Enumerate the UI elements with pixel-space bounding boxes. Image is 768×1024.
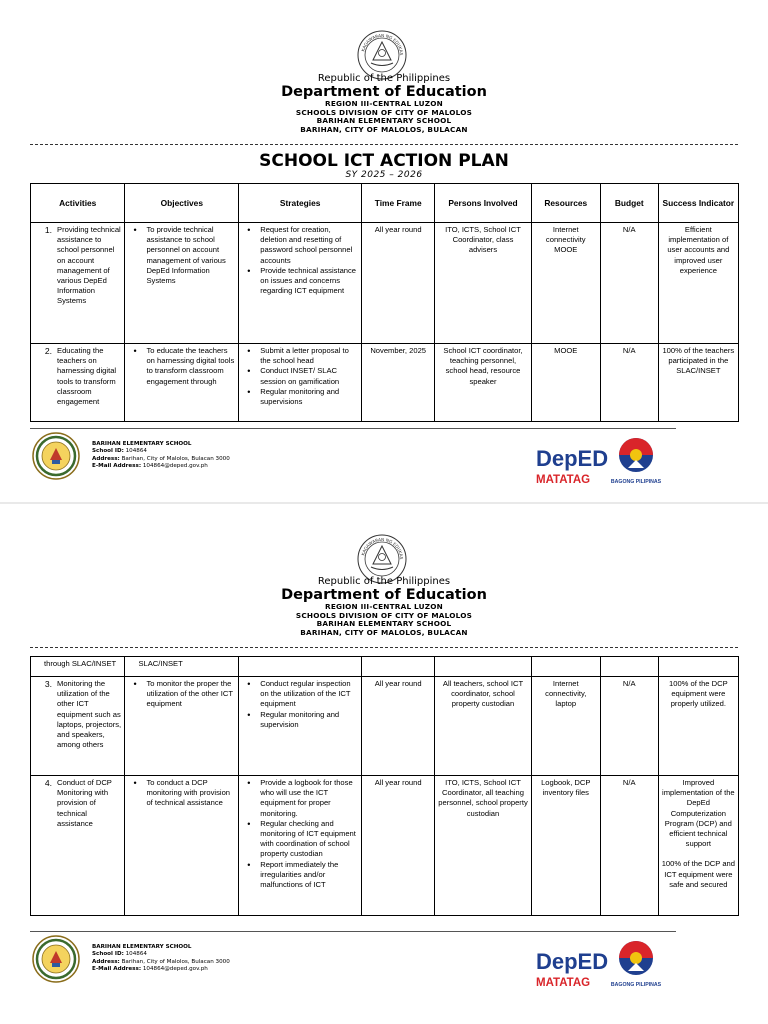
footer-divider: [30, 428, 676, 429]
success-cell: 100% of the DCP equipment were properly utilized.: [658, 677, 738, 776]
row-number: 2.: [44, 346, 52, 356]
success-text-2: 100% of the DCP and ICT equipment were safe and secured: [661, 859, 736, 889]
deped-matatag-logo: [530, 436, 610, 494]
activity-text: through SLAC/INSET: [44, 659, 117, 668]
success-text: Improved implementation of the DepEd Computerization Program (DCP) and efficient technical support: [662, 778, 735, 849]
page-footer: [0, 424, 768, 494]
strategies-cell: [239, 344, 362, 422]
region-label: REGION III-CENTRAL LUZON: [325, 99, 443, 108]
letterhead: [0, 73, 768, 134]
document-page-2: [0, 504, 768, 1024]
school-seal-icon: [32, 935, 80, 983]
school-id-value: 104864: [125, 448, 147, 455]
row-number: 4.: [44, 778, 52, 788]
email-label: E-Mail Address:: [92, 462, 142, 469]
header-success-indicator: Success Indicator: [658, 184, 738, 223]
objectives-cell: [125, 344, 239, 422]
header-resources: Resources: [531, 184, 600, 223]
strategies-cell: [239, 657, 362, 677]
success-cell: Efficient implementation of user accounts and improved user experience: [658, 223, 738, 344]
matatag-text: MATATAG: [536, 977, 591, 989]
row-number: 3.: [44, 679, 52, 689]
strategy-item: • Request for creation, deletion and resetting of password school personnel accounts: [260, 225, 358, 266]
activity-text: Providing technical assistance to school personnel on account management of various DepEd Information Systems: [57, 225, 121, 306]
department-name: Department of Education: [281, 587, 487, 603]
success-cell: 100% of the teachers participated in the SLAC/INSET: [658, 344, 738, 422]
document-title: SCHOOL ICT ACTION PLAN: [259, 151, 509, 171]
activity-text: Educating the teachers on harnessing digital tools to transform classroom engagement: [57, 346, 117, 407]
timeframe-cell: All year round: [362, 776, 435, 916]
email-value: 104864@deped.gov.ph: [142, 965, 208, 972]
document-page-1: [0, 0, 768, 502]
budget-cell: N/A: [600, 677, 658, 776]
objective-item: • To provide technical assistance to school personnel on account management of various DepEd Information Systems: [146, 225, 235, 286]
bagong-pilipinas-logo: [606, 937, 666, 989]
activity-cell: [31, 776, 125, 916]
budget-cell: N/A: [600, 344, 658, 422]
email-value: 104864@deped.gov.ph: [142, 462, 208, 469]
success-cell: [658, 776, 738, 916]
activity-cell: [31, 677, 125, 776]
objective-item: SLAC/INSET: [138, 659, 183, 668]
table-row: [31, 344, 739, 422]
objectives-cell: [125, 677, 239, 776]
strategies-cell: [239, 776, 362, 916]
footer-divider: [30, 931, 676, 932]
table-row: [31, 677, 739, 776]
region-label: REGION III-CENTRAL LUZON: [325, 602, 443, 611]
bagong-pilipinas-logo: [606, 434, 666, 486]
bagong-pilipinas-text: BAGONG PILIPINAS: [610, 982, 662, 988]
school-id-value: 104864: [125, 951, 147, 958]
footer-school-name: BARIHAN ELEMENTARY SCHOOL: [92, 441, 192, 447]
objective-item: • To educate the teachers on harnessing digital tools to transform classroom engagement through: [146, 346, 235, 387]
address-label: BARIHAN, CITY OF MALOLOS, BULACAN: [300, 627, 468, 637]
timeframe-cell: [362, 657, 435, 677]
persons-cell: School ICT coordinator, teaching personnel, school head, resource speaker: [435, 344, 531, 422]
deped-logo-text: DepED: [536, 446, 609, 471]
objective-item: • To monitor the proper the utilization of the other ICT equipment: [146, 679, 235, 710]
matatag-text: MATATAG: [536, 474, 591, 486]
timeframe-cell: November, 2025: [362, 344, 435, 422]
footer-school-name: BARIHAN ELEMENTARY SCHOOL: [92, 944, 192, 950]
strategy-item: • Provide a logbook for those who will use the ICT equipment for proper monitoring.: [260, 778, 358, 819]
resources-cell: Internet connectivity, laptop: [531, 677, 600, 776]
division-label: SCHOOLS DIVISION OF CITY OF MALOLOS: [295, 107, 473, 117]
strategy-item: • Conduct INSET/ SLAC session on gamification: [260, 366, 358, 386]
strategy-item: • Regular checking and monitoring of ICT equipment with coordination of school property custodian: [260, 819, 358, 860]
activity-text: Monitoring the utilization of the other ICT equipment such as laptops, projectors, and speakers, among others: [57, 679, 122, 750]
resources-cell: [531, 657, 600, 677]
strategy-item: • Regular monitoring and supervision: [260, 710, 358, 730]
header-objectives: Objectives: [125, 184, 239, 223]
seal-text: KAGAWARAN NG EDUKAS: [360, 536, 405, 560]
strategies-cell: [239, 223, 362, 344]
strategy-item: • Regular monitoring and supervisions: [260, 387, 358, 407]
strategies-cell: [239, 677, 362, 776]
timeframe-cell: All year round: [362, 677, 435, 776]
school-year: SY 2025 – 2026: [345, 170, 423, 180]
address-value: Barihan, City of Malolos, Bulacan 3000: [121, 455, 230, 462]
bagong-pilipinas-text: BAGONG PILIPINAS: [610, 479, 662, 485]
school-label: BARIHAN ELEMENTARY SCHOOL: [316, 116, 452, 125]
budget-cell: N/A: [600, 223, 658, 344]
address-label: Address:: [92, 958, 120, 965]
school-seal-icon: [32, 432, 80, 480]
success-cell: [658, 657, 738, 677]
republic-label: Republic of the Philippines: [317, 73, 451, 84]
persons-cell: All teachers, school ICT coordinator, school property custodian: [435, 677, 531, 776]
activity-cell: [31, 344, 125, 422]
row-number: 1.: [44, 225, 52, 235]
resources-cell: Logbook, DCP inventory files: [531, 776, 600, 916]
header-strategies: Strategies: [239, 184, 362, 223]
footer-school-info: [92, 441, 230, 470]
address-label: BARIHAN, CITY OF MALOLOS, BULACAN: [300, 124, 468, 134]
objective-item: • To conduct a DCP monitoring with provision of technical assistance: [146, 778, 235, 809]
table-row: [31, 223, 739, 344]
objectives-cell: [125, 657, 239, 677]
address-value: Barihan, City of Malolos, Bulacan 3000: [121, 958, 230, 965]
dashed-divider: [30, 144, 738, 145]
header-budget: Budget: [600, 184, 658, 223]
seal-text: KAGAWARAN NG EDUKAS: [360, 32, 405, 56]
address-label: Address:: [92, 455, 120, 462]
strategy-item: • Submit a letter proposal to the school head: [260, 346, 358, 366]
department-name: Department of Education: [281, 84, 487, 100]
strategy-item: • Conduct regular inspection on the utilization of the ICT equipment: [260, 679, 358, 710]
header-persons-involved: Persons Involved: [435, 184, 531, 223]
header-activities: Activities: [31, 184, 125, 223]
activity-cell: [31, 657, 125, 677]
resources-cell: Internet connectivity MOOE: [531, 223, 600, 344]
table-row-continued: [31, 657, 739, 677]
school-id-label: School ID:: [92, 448, 124, 455]
header-time-frame: Time Frame: [362, 184, 435, 223]
dashed-divider: [30, 647, 738, 648]
activity-text: Conduct of DCP Monitoring with provision of technical assistance: [57, 778, 112, 828]
email-label: E-Mail Address:: [92, 965, 142, 972]
activity-cell: [31, 223, 125, 344]
persons-cell: [435, 657, 531, 677]
objectives-cell: [125, 223, 239, 344]
deped-logo-text: DepED: [536, 949, 609, 974]
republic-label: Republic of the Philippines: [317, 576, 451, 587]
school-id-label: School ID:: [92, 951, 124, 958]
budget-cell: [600, 657, 658, 677]
objectives-cell: [125, 776, 239, 916]
footer-school-info: [92, 944, 230, 973]
division-label: SCHOOLS DIVISION OF CITY OF MALOLOS: [295, 610, 473, 620]
timeframe-cell: All year round: [362, 223, 435, 344]
resources-cell: MOOE: [531, 344, 600, 422]
table-header-row: [31, 184, 739, 223]
strategy-item: • Provide technical assistance on issues and concerns regarding ICT equipment: [260, 266, 358, 297]
deped-matatag-logo: [530, 939, 610, 997]
strategy-item: • Report immediately the irregularities and/or malfunctions of ICT: [260, 860, 358, 891]
action-plan-table: [30, 183, 739, 422]
action-plan-table-continued: [30, 656, 739, 916]
persons-cell: ITO, ICTS, School ICT Coordinator, class advisers: [435, 223, 531, 344]
table-row: [31, 776, 739, 916]
persons-cell: ITO, ICTS, School ICT Coordinator, all teaching personnel, school property custodian: [435, 776, 531, 916]
page-footer: [0, 927, 768, 997]
school-label: BARIHAN ELEMENTARY SCHOOL: [316, 619, 452, 628]
budget-cell: N/A: [600, 776, 658, 916]
letterhead: [0, 576, 768, 637]
